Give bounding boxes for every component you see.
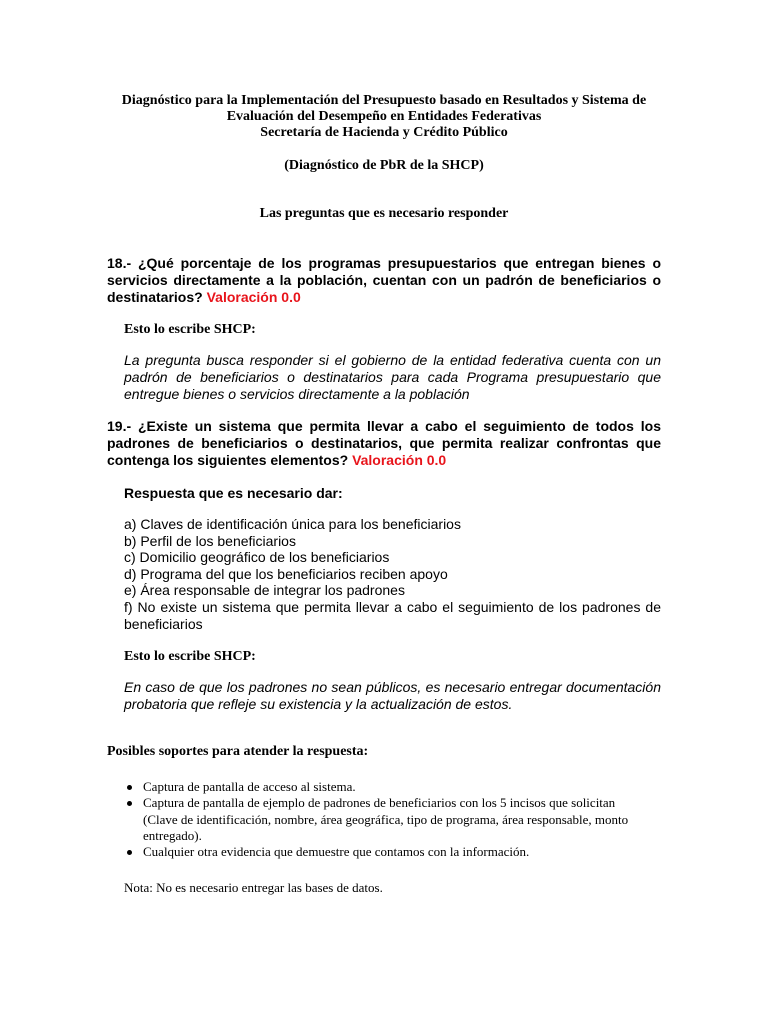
question-18-line-3 [107, 289, 661, 306]
title-line-2: Evaluación del Desempeño en Entidades Federativas [226, 109, 542, 124]
supports-item-2-line-1: Captura de pantalla de ejemplo de padrones de beneficiarios con los 5 incisos que solicitan [143, 795, 616, 811]
answer-option-b: b) Perfil de los beneficiarios [124, 532, 296, 549]
supports-title: Posibles soportes para atender la respuesta: [107, 744, 369, 759]
answer-option-e: e) Área responsable de integrar los padrones [124, 582, 405, 599]
q18-shcp-label: Esto lo escribe SHCP: [124, 322, 256, 337]
question-18-text-end: destinatarios? [107, 289, 203, 305]
document-title [100, 93, 668, 141]
note-text: Nota: No es necesario entregar las bases de datos. [124, 880, 383, 895]
question-18-line-2: servicios directamente a la población, cuentan con un padrón de beneficiarios o [107, 272, 661, 288]
question-19 [107, 418, 661, 469]
question-19-line-1: 19.- ¿Existe un sistema que permita llevar a cabo el seguimiento de todos los [107, 418, 661, 434]
q19-answer-label: Respuesta que es necesario dar: [124, 485, 343, 501]
supports-item-3-text: Cualquier otra evidencia que demuestre que contamos con la información. [143, 844, 530, 860]
supports-list-item [124, 844, 664, 860]
supports-list-item [124, 779, 664, 795]
q19-shcp-label: Esto lo escribe SHCP: [124, 649, 256, 664]
bullet-icon [127, 850, 132, 855]
title-line-1: Diagnóstico para la Implementación del Presupuesto basado en Resultados y Sistema de [121, 93, 647, 108]
answer-option-c: c) Domicilio geográfico de los beneficiarios [124, 549, 390, 566]
answer-option-f-line-1: f) No existe un sistema que permita llevar a cabo el seguimiento de los padrones de [124, 598, 661, 615]
question-19-line-2: padrones de beneficiarios o destinatarios, que permita realizar confrontas que [107, 435, 661, 451]
answer-option-d: d) Programa del que los beneficiarios reciben apoyo [124, 565, 448, 582]
supports-item-1-text: Captura de pantalla de acceso al sistema. [143, 779, 356, 794]
section-heading: Las preguntas que es necesario responder [259, 206, 509, 221]
q19-shcp-line-1: En caso de que los padrones no sean públicos, es necesario entregar documentación [124, 679, 661, 695]
q18-shcp-text [124, 352, 661, 403]
q18-shcp-line-1: La pregunta busca responder si el gobierno de la entidad federativa cuenta con un [124, 352, 661, 368]
question-19-line-3 [107, 452, 661, 469]
q18-shcp-line-3: entregue bienes o servicios directamente a la población [124, 386, 470, 402]
document-subtitle: (Diagnóstico de PbR de la SHCP) [284, 158, 484, 173]
question-18 [107, 255, 661, 306]
q19-answer-options [124, 516, 661, 632]
bullet-icon [127, 785, 132, 790]
q19-shcp-line-2: probatoria que refleje su existencia y la actualización de estos. [124, 696, 513, 712]
q18-shcp-line-2: padrón de beneficiarios o destinatarios para cada Programa presupuestario que [124, 369, 661, 385]
supports-list-item [124, 795, 664, 844]
bullet-icon [127, 801, 132, 806]
title-line-3: Secretaría de Hacienda y Crédito Público [260, 125, 508, 140]
question-19-rating: Valoración 0.0 [352, 452, 447, 468]
answer-option-f-line-2: beneficiarios [124, 615, 203, 632]
answer-option-a: a) Claves de identificación única para los beneficiarios [124, 516, 461, 532]
question-18-line-1: 18.- ¿Qué porcentaje de los programas presupuestarios que entregan bienes o [107, 255, 661, 271]
question-19-text-end: contenga los siguientes elementos? [107, 452, 349, 468]
supports-item-2-line-3: entregado). [143, 827, 202, 843]
q19-shcp-text [124, 679, 661, 713]
supports-item-2-line-2: (Clave de identificación, nombre, área geográfica, tipo de programa, área responsable, monto [143, 811, 629, 827]
supports-list [124, 779, 664, 860]
question-18-rating: Valoración 0.0 [206, 289, 301, 305]
